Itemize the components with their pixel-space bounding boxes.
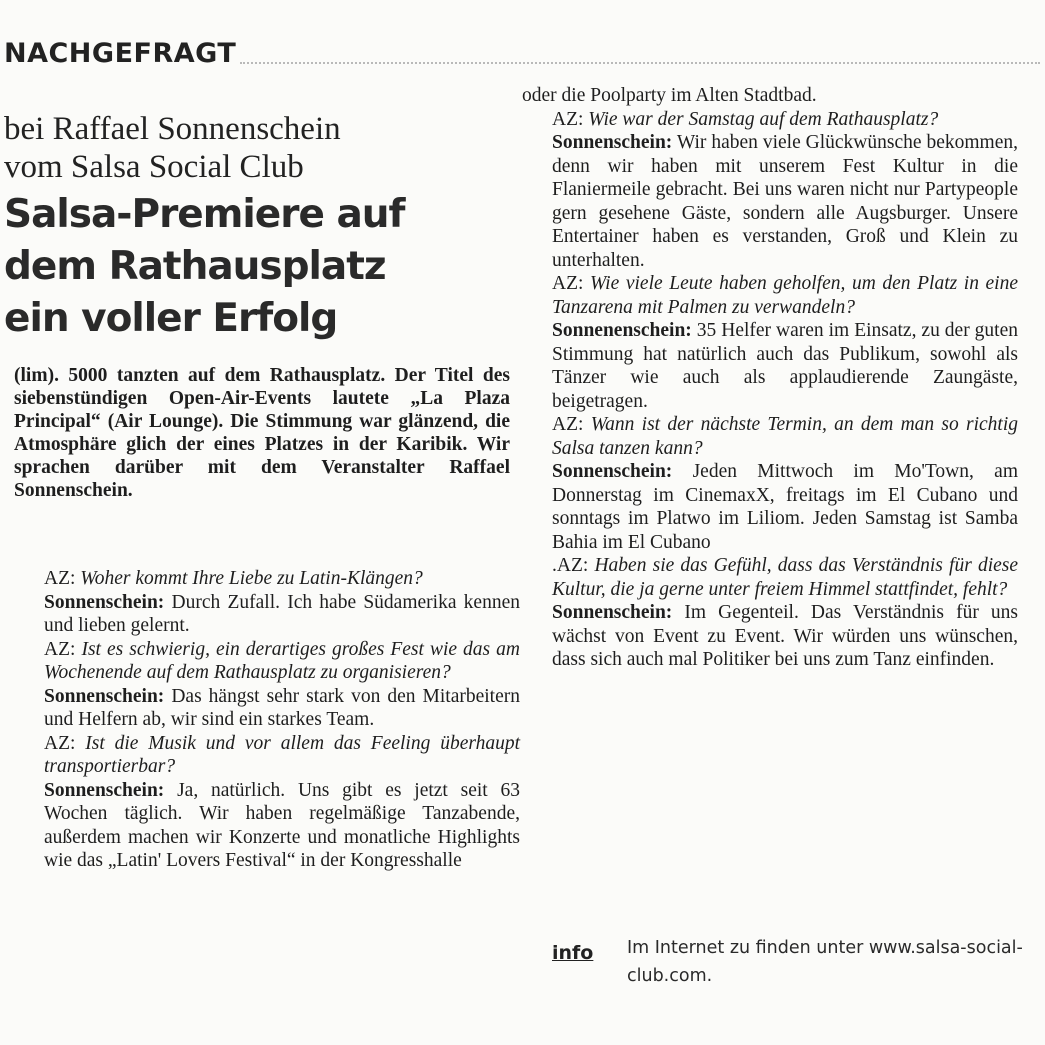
answer-speaker: Sonnenschein: xyxy=(44,779,165,801)
answer-speaker: Sonnenschein: xyxy=(552,132,673,153)
question-label: AZ: xyxy=(44,568,76,589)
continuation-text: oder die Poolparty im Alten Stadtbad. xyxy=(522,85,817,106)
answer-text: Ja, natürlich. Uns gibt es jetzt seit 63 Wochen täglich. Wir haben regelmäßige Tanzabende, außerdem machen wir Konzerte und monatliche Highlights wie das „Latin' Lovers Festival“ in der Kongresshalle xyxy=(44,779,520,871)
question-text: Wie war der Samstag auf dem Rathausplatz? xyxy=(588,108,939,130)
answer xyxy=(14,685,520,732)
answer-speaker: Sonnenschein: xyxy=(552,602,673,623)
question xyxy=(522,272,1018,319)
answer xyxy=(14,779,520,873)
answer-speaker: Sonnenschein: xyxy=(44,591,165,613)
interview-column-right xyxy=(522,84,1018,672)
answer xyxy=(14,591,520,638)
answer-text: 35 Helfer waren im Einsatz, zu der guten Stimmung hat natürlich auch das Publikum, sowohl als Tänzer wie auch als applaudierende Zaungäste, beigetragen. xyxy=(552,320,1019,412)
answer xyxy=(522,601,1018,672)
answer-text: Das hängst sehr stark von den Mitarbeitern und Helfern ab, wir sind ein starkes Team. xyxy=(44,685,520,730)
answer-text: Wir haben viele Glückwünsche bekommen, denn wir haben mit unserem Fest Kultur in die Flaniermeile gebracht. Bei uns waren nicht nur Partypeople gern gesehene Gäste, sondern alle Augsburger. Unsere Entertainer haben es verstanden, Groß und Klein zu unterhalten. xyxy=(552,132,1018,271)
question xyxy=(14,732,520,779)
question-label: AZ: xyxy=(44,638,76,660)
question-label: AZ: xyxy=(552,414,584,435)
kicker-divider xyxy=(240,62,1040,64)
headline-line: dem Rathausplatz xyxy=(4,244,386,289)
headline xyxy=(4,189,504,345)
info-label: info xyxy=(552,942,594,964)
lead-paragraph: (lim). 5000 tanzten auf dem Rathausplatz. Der Titel des siebenstündigen Open-Air-Events lautete „La Plaza Principal“ (Air Lounge). Die Stimmung war glänzend, die Atmosphäre glich der eines Platzes in der Karibik. Wir sprachen darüber mit dem Veranstalter Raffael Sonnenschein. xyxy=(14,365,510,501)
answer xyxy=(522,131,1018,272)
question xyxy=(522,108,1018,132)
question xyxy=(522,554,1018,601)
headline-line: ein voller Erfolg xyxy=(4,296,338,341)
info-text: Im Internet zu finden unter www.salsa-social-club.com. xyxy=(627,938,1023,986)
answer-speaker: Sonnenenschein: xyxy=(552,320,692,341)
interview-column-left xyxy=(14,567,520,873)
question-text: Woher kommt Ihre Liebe zu Latin-Klängen? xyxy=(80,568,423,589)
answer-text: Durch Zufall. Ich habe Südamerika kennen und lieben gelernt. xyxy=(44,591,520,636)
question xyxy=(522,413,1018,460)
question-text: Ist die Musik und vor allem das Feeling überhaupt transportierbar? xyxy=(44,732,521,777)
question-label: AZ: xyxy=(552,108,584,130)
kicker-label: NACHGEFRAGT xyxy=(4,38,237,69)
answer xyxy=(522,460,1018,554)
subhead xyxy=(4,110,504,186)
question-text: Wann ist der nächste Termin, an dem man so richtig Salsa tanzen kann? xyxy=(552,414,1018,459)
question-label: .AZ: xyxy=(552,555,589,576)
question-text: Ist es schwierig, ein derartiges großes Fest wie das am Wochenende auf dem Rathausplatz zu organisieren? xyxy=(44,638,520,683)
answer-speaker: Sonnenschein: xyxy=(44,685,165,707)
answer-text: Jeden Mittwoch im Mo'Town, am Donnerstag im CinemaxX, freitags im El Cubano und sonntags im Platwo im Liliom. Jeden Samstag ist Samba Bahia im El Cubano xyxy=(552,461,1019,553)
answer xyxy=(522,319,1018,413)
answer-speaker: Sonnenschein: xyxy=(552,461,673,482)
headline-line: Salsa-Premiere auf xyxy=(4,192,405,237)
question-label: AZ: xyxy=(44,732,76,754)
question-text: Haben sie das Gefühl, dass das Verständnis für diese Kultur, die ja gerne unter freiem Himmel stattfindet, fehlt? xyxy=(552,555,1019,600)
answer-text: Im Gegenteil. Das Verständnis für uns wächst von Event zu Event. Wir würden uns wünschen, dass sich auch mal Politiker bei uns zum Tanz einfinden. xyxy=(552,602,1019,670)
subhead-line: bei Raffael Sonnenschein xyxy=(4,111,341,147)
question-label: AZ: xyxy=(552,273,584,294)
question xyxy=(14,638,520,685)
subhead-line: vom Salsa Social Club xyxy=(4,149,304,185)
question-text: Wie viele Leute haben geholfen, um den Platz in eine Tanzarena mit Palmen zu verwandeln? xyxy=(552,273,1019,318)
question xyxy=(14,567,520,591)
